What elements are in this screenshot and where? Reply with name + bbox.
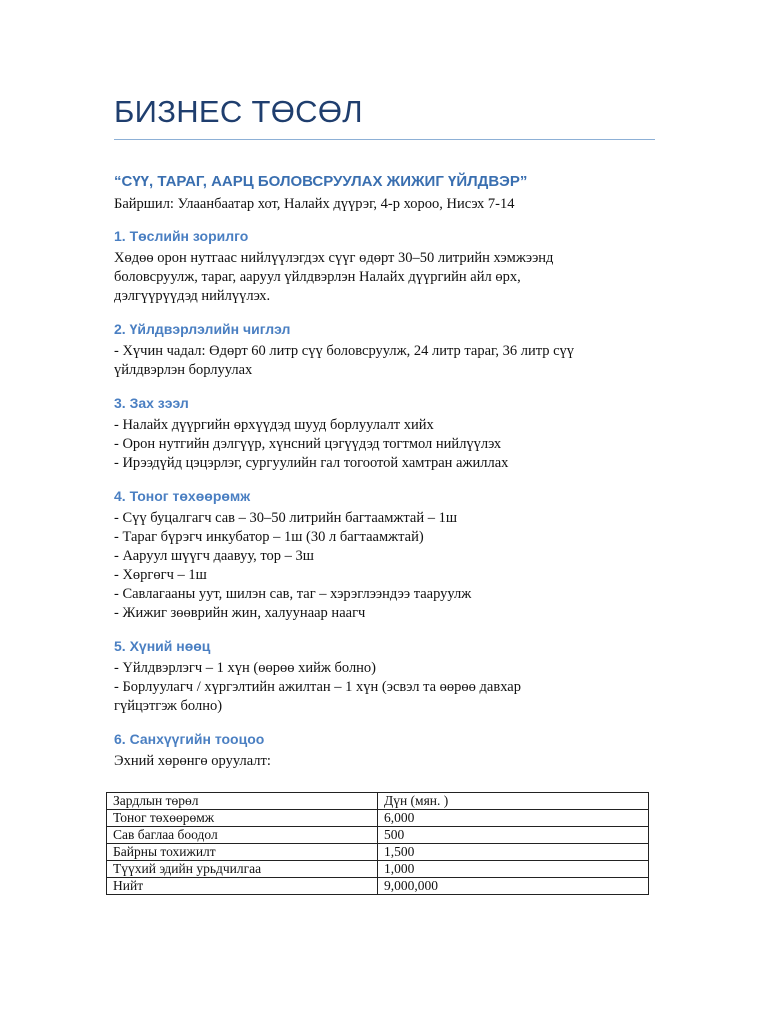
section-heading: 2. Үйлдвэрлэлийн чиглэл	[114, 321, 291, 337]
section-heading: 5. Хүний нөөц	[114, 638, 211, 654]
list-item: - Хөргөгч – 1ш	[114, 567, 207, 583]
list-item: - Савлагааны уут, шилэн сав, таг – хэрэглээндээ тааруулж	[114, 586, 472, 602]
table-cell-item: Байрны тохижилт	[107, 844, 378, 861]
list-item: гүйцэтгэж болно)	[114, 698, 223, 714]
body-line: үйлдвэрлэн борлуулах	[114, 362, 253, 378]
section-heading: 6. Санхүүгийн тооцоо	[114, 731, 265, 747]
section-finance	[114, 730, 654, 771]
section-market	[114, 394, 654, 473]
body-line: Эхний хөрөнгө оруулалт:	[114, 753, 271, 769]
section-staff	[114, 637, 654, 716]
section-production	[114, 320, 654, 380]
list-item: - Ирээдүйд цэцэрлэг, сургуулийн гал тогоотой хамтран ажиллах	[114, 455, 509, 471]
section-equipment	[114, 487, 654, 623]
title-divider	[114, 139, 655, 140]
body-line: - Хүчин чадал: Өдөрт 60 литр сүү боловсруулж, 24 литр тараг, 36 литр сүү	[114, 343, 575, 359]
body-line: боловсруулж, тараг, ааруул үйлдвэрлэн Налайх дүүргийн айл өрх,	[114, 269, 521, 285]
table-row	[107, 810, 649, 827]
list-item: - Үйлдвэрлэгч – 1 хүн (өөрөө хийж болно)	[114, 660, 377, 676]
table-row	[107, 827, 649, 844]
investment-table	[106, 792, 649, 895]
section-goal	[114, 227, 654, 306]
table-row	[107, 861, 649, 878]
body-line: дэлгүүрүүдэд нийлүүлэх.	[114, 288, 271, 304]
table-header-cell: Зардлын төрөл	[107, 793, 378, 810]
section-heading: 4. Тоног төхөөрөмж	[114, 488, 251, 504]
table-cell-amount: 1,000	[378, 861, 649, 878]
list-item: - Сүү буцалгагч сав – 30–50 литрийн багтаамжтай – 1ш	[114, 510, 458, 526]
list-item: - Тараг бүрэгч инкубатор – 1ш (30 л багтаамжтай)	[114, 529, 424, 545]
table-cell-amount: 6,000	[378, 810, 649, 827]
section-heading: 1. Төслийн зорилго	[114, 228, 249, 244]
table-cell-item: Түүхий эдийн урьдчилгаа	[107, 861, 378, 878]
table-row	[107, 844, 649, 861]
list-item: - Борлуулагч / хүргэлтийн ажилтан – 1 хүн (эсвэл та өөрөө давхар	[114, 679, 521, 695]
table-cell-item: Сав баглаа боодол	[107, 827, 378, 844]
table-cell-item: Тоног төхөөрөмж	[107, 810, 378, 827]
list-item: - Орон нутгийн дэлгүүр, хүнсний цэгүүдэд тогтмол нийлүүлэх	[114, 436, 502, 452]
table-cell-amount: 500	[378, 827, 649, 844]
table-total-row	[107, 878, 649, 895]
document-title: БИЗНЕС ТӨСӨЛ	[114, 94, 363, 129]
table-cell-amount: 1,500	[378, 844, 649, 861]
location-line: Байршил: Улаанбаатар хот, Налайх дүүрэг, 4-р хороо, Нисэх 7-14	[114, 196, 515, 212]
section-heading: 3. Зах зээл	[114, 395, 189, 411]
document-body	[114, 172, 654, 785]
table-cell-item: Нийт	[107, 878, 378, 895]
project-subtitle: “СҮҮ, ТАРАГ, ААРЦ БОЛОВСРУУЛАХ ЖИЖИГ ҮЙЛДВЭР”	[114, 173, 528, 190]
list-item: - Ааруул шүүгч даавуу, тор – 3ш	[114, 548, 314, 564]
list-item: - Налайх дүүргийн өрхүүдэд шууд борлуулалт хийх	[114, 417, 434, 433]
table-header-row	[107, 793, 649, 810]
table-cell-amount: 9,000,000	[378, 878, 649, 895]
body-line: Хөдөө орон нутгаас нийлүүлэгдэх сүүг өдөрт 30–50 литрийн хэмжээнд	[114, 250, 554, 266]
list-item: - Жижиг зөөврийн жин, халуунаар наагч	[114, 605, 366, 621]
table-header-cell: Дүн (мян. )	[378, 793, 649, 810]
